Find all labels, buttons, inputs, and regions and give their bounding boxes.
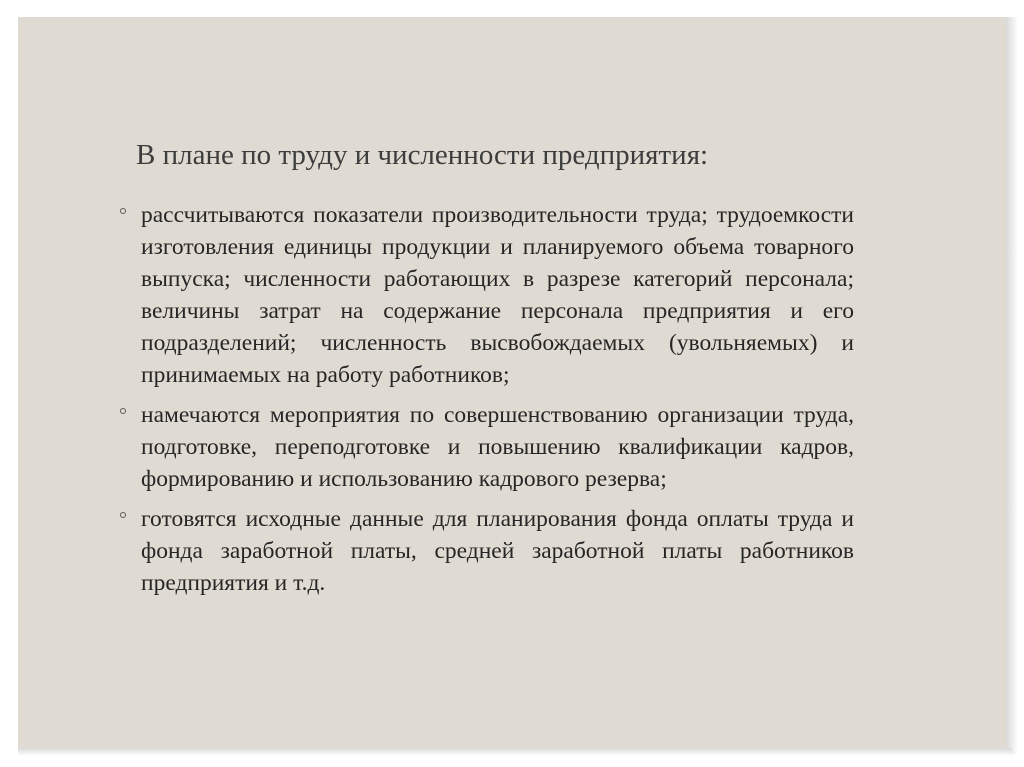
list-item: [120, 399, 854, 495]
slide-shadow-right: [1006, 17, 1018, 754]
hollow-circle-bullet-icon: [120, 512, 126, 518]
bullet-list: [120, 199, 854, 607]
slide-shadow-bottom: [18, 748, 1012, 756]
slide: [18, 17, 1006, 748]
slide-title: В плане по труду и численности предприятия:: [136, 139, 709, 171]
bullet-text: намечаются мероприятия по совершенствованию организации труда, подготовке, переподготовке и повышению квалификации кадров, формированию и использованию кадрового резерва;: [141, 402, 854, 492]
hollow-circle-bullet-icon: [120, 408, 126, 414]
bullet-text: готовятся исходные данные для планирования фонда оплаты труда и фонда заработной платы, средней заработной платы работников предприятия и т.д.: [141, 506, 854, 596]
hollow-circle-bullet-icon: [120, 208, 126, 214]
list-item: [120, 199, 854, 391]
list-item: [120, 503, 854, 599]
bullet-text: рассчитываются показатели производительности труда; трудоемкости изготовления единицы продукции и планируемого объема товарного выпуска; численности работающих в разрезе категорий персонала; величины затрат на содержание персонала предприятия и его подразделений; численность высвобождаемых (увольняемых) и принимаемых на работу работников;: [141, 202, 854, 388]
